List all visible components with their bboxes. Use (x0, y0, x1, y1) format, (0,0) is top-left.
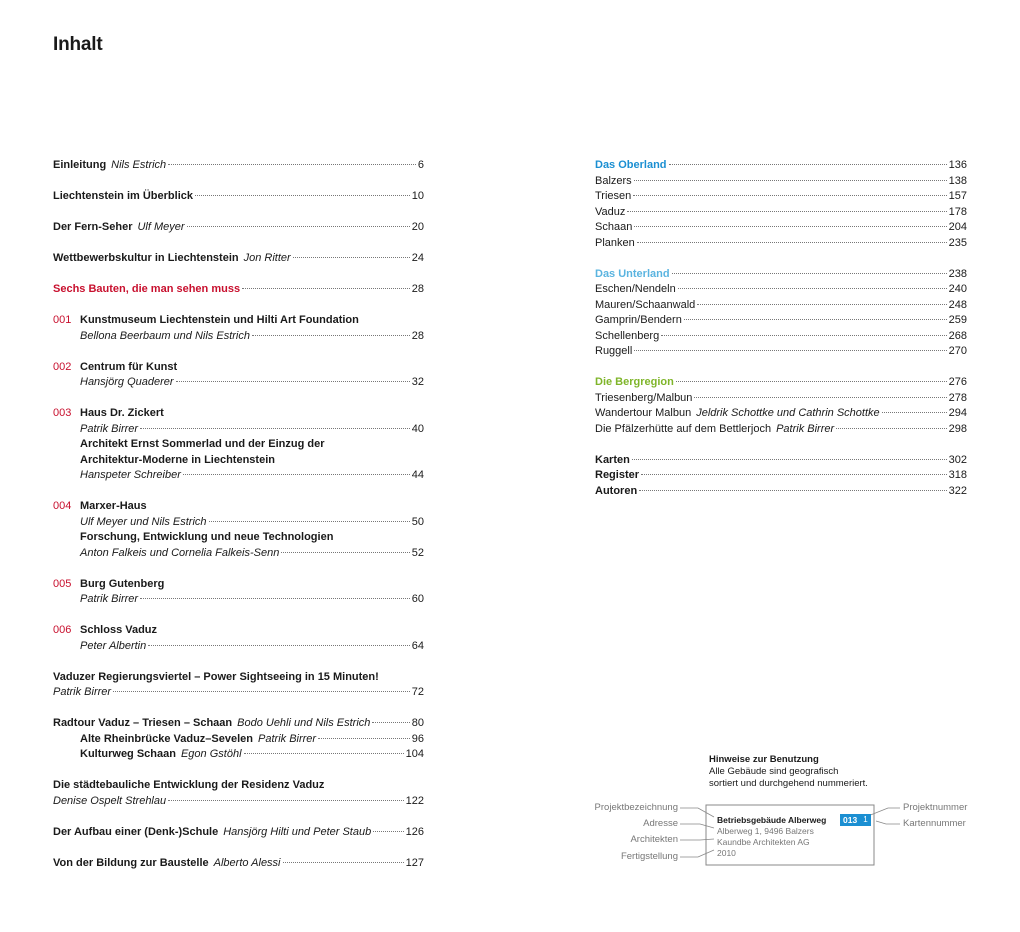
toc-page: 136 (948, 159, 967, 171)
toc-author: Patrik Birrer (53, 686, 112, 698)
dot-leader (637, 242, 947, 243)
dot-leader (176, 381, 410, 382)
toc-page: 302 (948, 453, 967, 466)
toc-section-title: Sechs Bauten, die man sehen muss (53, 283, 241, 295)
toc-place-planken[interactable] (595, 236, 967, 252)
toc-title: Haus Dr. Zickert (80, 407, 164, 419)
toc-page: 122 (405, 794, 424, 807)
toc-entry-sechs-bauten[interactable] (53, 282, 424, 298)
label-architekten: Architekten (630, 834, 678, 845)
toc-building-003-sub-title-2[interactable] (53, 453, 424, 469)
toc-page: 276 (948, 376, 967, 388)
toc-page: 10 (411, 190, 424, 202)
dot-leader (672, 273, 947, 274)
building-number: 006 (53, 624, 72, 636)
legend-text-line: sortiert und durchgehend nummeriert. (709, 778, 868, 789)
toc-page: 32 (411, 376, 424, 388)
toc-author: Ulf Meyer (137, 221, 185, 233)
place-label: Eschen/Nendeln (595, 283, 676, 295)
toc-author: Nils Estrich (111, 159, 167, 171)
toc-place-eschen[interactable] (595, 282, 967, 298)
toc-title: Wettbewerbskultur in Liechtenstein (53, 252, 239, 264)
toc-author: Hansjörg Hilti und Peter Staub (223, 825, 372, 838)
dot-leader (676, 381, 947, 382)
dot-leader (283, 862, 404, 863)
dot-leader (252, 335, 410, 336)
example-map-number: 1 (860, 814, 871, 826)
toc-page: 138 (948, 174, 967, 187)
place-label: Mauren/Schaanwald (595, 298, 696, 311)
toc-building-003-sub-title-1[interactable] (53, 437, 424, 453)
toc-page: 294 (948, 407, 967, 419)
toc-page: 6 (417, 159, 424, 171)
toc-building-002-author[interactable] (53, 375, 424, 391)
toc-entry-wettbewerb[interactable] (53, 251, 424, 267)
place-label: Schaan (595, 221, 633, 233)
dot-leader (140, 428, 410, 429)
dot-leader (242, 288, 410, 289)
toc-entry-aufbau[interactable] (53, 825, 424, 841)
toc-entry-ueberblick[interactable] (53, 189, 424, 205)
toc-page: 24 (411, 252, 424, 264)
dot-leader (168, 164, 416, 165)
toc-author: Jeldrik Schottke und Cathrin Schottke (696, 407, 880, 419)
toc-author: Bellona Beerbaum und Nils Estrich (80, 329, 250, 342)
toc-page: 270 (948, 345, 967, 357)
toc-place-mauren[interactable] (595, 298, 967, 314)
dot-leader (148, 645, 410, 646)
toc-page: 204 (948, 221, 967, 233)
place-label: Gamprin/Bendern (595, 314, 682, 326)
toc-author: Patrik Birrer (80, 422, 139, 435)
dot-leader (882, 412, 947, 413)
toc-building-004[interactable] (53, 499, 424, 515)
toc-page: 248 (948, 298, 967, 311)
toc-entry-staedtebau-author[interactable] (53, 794, 424, 810)
dot-leader (318, 738, 410, 739)
label-kartennummer: Kartennummer (903, 818, 966, 829)
building-number: 005 (53, 577, 72, 590)
region-title: Das Oberland (595, 159, 667, 171)
toc-author: Anton Falkeis und Cornelia Falkeis-Senn (80, 546, 280, 559)
toc-building-001[interactable] (53, 313, 424, 329)
toc-page: 178 (948, 205, 967, 218)
place-label: Die Pfälzerhütte auf dem Bettlerjoch (595, 422, 772, 435)
toc-entry-radtour[interactable] (53, 716, 424, 732)
dot-leader (633, 195, 946, 196)
example-project-number: 013 (840, 814, 860, 826)
usage-legend (590, 750, 980, 880)
toc-place-schaan[interactable] (595, 220, 967, 236)
toc-page: 127 (405, 856, 424, 869)
page-title: Inhalt (53, 34, 103, 55)
dot-leader (694, 397, 946, 398)
pointer-fertigstellung (680, 850, 714, 857)
toc-title: Centrum für Kunst (80, 360, 178, 373)
dot-leader (639, 490, 946, 491)
toc-building-006[interactable] (53, 623, 424, 639)
toc-author: Ulf Meyer und Nils Estrich (80, 515, 207, 528)
toc-left-column (53, 158, 424, 871)
dot-leader (195, 195, 410, 196)
toc-page: 278 (948, 391, 967, 404)
label-projektnummer: Projektnummer (903, 802, 968, 813)
toc-title: Marxer-Haus (80, 500, 147, 512)
toc-building-003[interactable] (53, 406, 424, 422)
toc-place-pfaelzerhuette[interactable] (595, 422, 967, 438)
toc-place-schellenberg[interactable] (595, 329, 967, 345)
building-number: 003 (53, 407, 72, 419)
toc-right-column (595, 158, 967, 499)
toc-entry-register[interactable] (595, 468, 967, 484)
legend-title: Hinweise zur Benutzung (709, 754, 819, 765)
place-label: Triesen (595, 190, 632, 202)
toc-author: Hanspeter Schreiber (80, 469, 181, 481)
toc-building-003-sub-author[interactable] (53, 468, 424, 484)
toc-page: 52 (411, 546, 424, 559)
toc-entry-regierungsviertel-author[interactable] (53, 685, 424, 701)
toc-entry-fernseher[interactable] (53, 220, 424, 236)
example-year: 2010 (717, 848, 736, 858)
toc-title: Einleitung (53, 159, 107, 171)
toc-page: 20 (411, 221, 424, 233)
toc-page: 44 (411, 469, 424, 481)
dot-leader (244, 753, 404, 754)
toc-page: 318 (948, 469, 967, 481)
toc-entry-bildung[interactable] (53, 856, 424, 872)
toc-author: Jon Ritter (243, 252, 291, 264)
dot-leader (669, 164, 947, 165)
dot-leader (209, 521, 410, 522)
place-label: Wandertour Malbun (595, 407, 692, 419)
dot-leader (634, 180, 947, 181)
toc-page: 126 (405, 825, 424, 838)
toc-title: Vaduzer Regierungsviertel – Power Sightseeing in 15 Minuten! (53, 670, 379, 683)
toc-title: Die städtebauliche Entwicklung der Residenz Vaduz (53, 779, 325, 791)
dot-leader (168, 800, 404, 801)
toc-page: 157 (948, 190, 967, 202)
toc-title: Der Aufbau einer (Denk-)Schule (53, 825, 219, 838)
place-label: Balzers (595, 174, 632, 187)
toc-page: 240 (948, 283, 967, 295)
toc-title: Kunstmuseum Liechtenstein und Hilti Art Foundation (80, 314, 359, 326)
toc-page: 72 (411, 686, 424, 698)
toc-building-004-author[interactable] (53, 515, 424, 531)
toc-title: Liechtenstein im Überblick (53, 190, 193, 202)
dot-leader (373, 831, 403, 832)
example-address: Alberweg 1, 9496 Balzers (717, 826, 814, 836)
dot-leader (627, 211, 946, 212)
toc-author: Alberto Alessi (213, 856, 281, 869)
toc-author: Denise Ospelt Strehlau (53, 794, 167, 807)
toc-building-003-author[interactable] (53, 422, 424, 438)
label-fertigstellung: Fertigstellung (620, 851, 678, 862)
building-number: 001 (53, 314, 72, 326)
toc-author: Egon Gstöhl (180, 748, 242, 760)
toc-entry-autoren[interactable] (595, 484, 967, 500)
toc-author: Patrik Birrer (776, 422, 835, 435)
dot-leader (684, 319, 947, 320)
toc-building-004-sub-title[interactable] (53, 530, 424, 546)
dot-leader (372, 722, 409, 723)
toc-page: 50 (411, 515, 424, 528)
toc-page: 80 (411, 717, 424, 729)
toc-entry-staedtebau[interactable] (53, 778, 424, 794)
toc-place-ruggell[interactable] (595, 344, 967, 360)
dot-leader (836, 428, 946, 429)
legend-description (709, 766, 909, 790)
region-title: Das Unterland (595, 267, 670, 280)
toc-author: Patrik Birrer (80, 593, 139, 605)
toc-entry-regierungsviertel[interactable] (53, 670, 424, 686)
toc-title: Von der Bildung zur Baustelle (53, 856, 209, 869)
toc-page: 64 (411, 639, 424, 652)
place-label: Vaduz (595, 205, 626, 218)
toc-building-001-author[interactable] (53, 329, 424, 345)
dot-leader (183, 474, 410, 475)
dot-leader (293, 257, 410, 258)
toc-place-balzers[interactable] (595, 174, 967, 190)
toc-place-gamprin[interactable] (595, 313, 967, 329)
dot-leader (281, 552, 409, 553)
building-number: 002 (53, 360, 72, 373)
place-label: Planken (595, 236, 635, 249)
toc-page: 238 (948, 267, 967, 280)
toc-author: Peter Albertin (80, 639, 147, 652)
dot-leader (634, 350, 946, 351)
toc-page: 298 (948, 422, 967, 435)
pointer-adresse (680, 824, 714, 828)
toc-building-004-sub-author[interactable] (53, 546, 424, 562)
pointer-architekten (680, 839, 714, 840)
dot-leader (661, 335, 946, 336)
toc-page: 28 (411, 283, 424, 295)
legend-text-line: Alle Gebäude sind geografisch (709, 766, 839, 777)
toc-title: Radtour Vaduz – Triesen – Schaan (53, 717, 233, 729)
pointer-projektbezeichnung (680, 808, 714, 817)
toc-title: Register (595, 469, 640, 481)
toc-page: 60 (411, 593, 424, 605)
toc-page: 96 (411, 732, 424, 745)
toc-region-bergregion[interactable] (595, 375, 967, 391)
dot-leader (678, 288, 947, 289)
toc-title: Schloss Vaduz (80, 624, 158, 636)
toc-building-005[interactable] (53, 577, 424, 593)
dot-leader (641, 474, 947, 475)
toc-entry-einleitung[interactable] (53, 158, 424, 174)
toc-entry-karten[interactable] (595, 453, 967, 469)
toc-page: 322 (948, 484, 967, 497)
toc-title: Burg Gutenberg (80, 577, 165, 590)
place-label: Schellenberg (595, 329, 660, 342)
place-label: Triesenberg/Malbun (595, 391, 693, 404)
toc-author: Hansjörg Quaderer (80, 376, 174, 388)
toc-place-triesenberg[interactable] (595, 391, 967, 407)
toc-author: Patrik Birrer (258, 732, 317, 745)
toc-title: Der Fern-Seher (53, 221, 133, 233)
dot-leader (140, 598, 410, 599)
dot-leader (113, 691, 410, 692)
toc-region-unterland[interactable] (595, 267, 967, 283)
toc-entry-rheinbruecke[interactable] (53, 732, 424, 748)
toc-region-oberland[interactable] (595, 158, 967, 174)
toc-subtitle: Architekt Ernst Sommerlad und der Einzug der (80, 438, 325, 450)
toc-subtitle: Forschung, Entwicklung und neue Technologien (80, 531, 334, 543)
example-architects: Kaundbe Architekten AG (717, 837, 810, 847)
toc-page: 28 (411, 329, 424, 342)
dot-leader (632, 459, 947, 460)
label-projektbezeichnung: Projektbezeichnung (594, 802, 678, 813)
toc-place-wandertour[interactable] (595, 406, 967, 422)
dot-leader (697, 304, 946, 305)
toc-place-vaduz[interactable] (595, 205, 967, 221)
toc-page: 235 (948, 236, 967, 249)
toc-entry-kulturweg[interactable] (53, 747, 424, 763)
label-adresse: Adresse (643, 818, 678, 829)
toc-title: Alte Rheinbrücke Vaduz–Sevelen (80, 732, 254, 745)
toc-author: Bodo Uehli und Nils Estrich (237, 717, 371, 729)
toc-building-006-author[interactable] (53, 639, 424, 655)
toc-title: Kulturweg Schaan (80, 748, 176, 760)
building-number: 004 (53, 500, 72, 512)
toc-building-005-author[interactable] (53, 592, 424, 608)
toc-page: 40 (411, 422, 424, 435)
toc-subtitle: Architektur-Moderne in Liechtenstein (80, 453, 275, 466)
toc-title: Karten (595, 453, 630, 466)
place-label: Ruggell (595, 345, 633, 357)
toc-title: Autoren (595, 484, 638, 497)
region-title: Die Bergregion (595, 376, 674, 388)
toc-building-002[interactable] (53, 360, 424, 376)
dot-leader (187, 226, 410, 227)
example-name: Betriebsgebäude Alberweg (717, 815, 827, 825)
toc-page: 259 (948, 314, 967, 326)
toc-page: 268 (948, 329, 967, 342)
toc-page: 104 (405, 748, 424, 760)
pointer-kartennummer (876, 821, 900, 824)
toc-place-triesen[interactable] (595, 189, 967, 205)
dot-leader (634, 226, 946, 227)
